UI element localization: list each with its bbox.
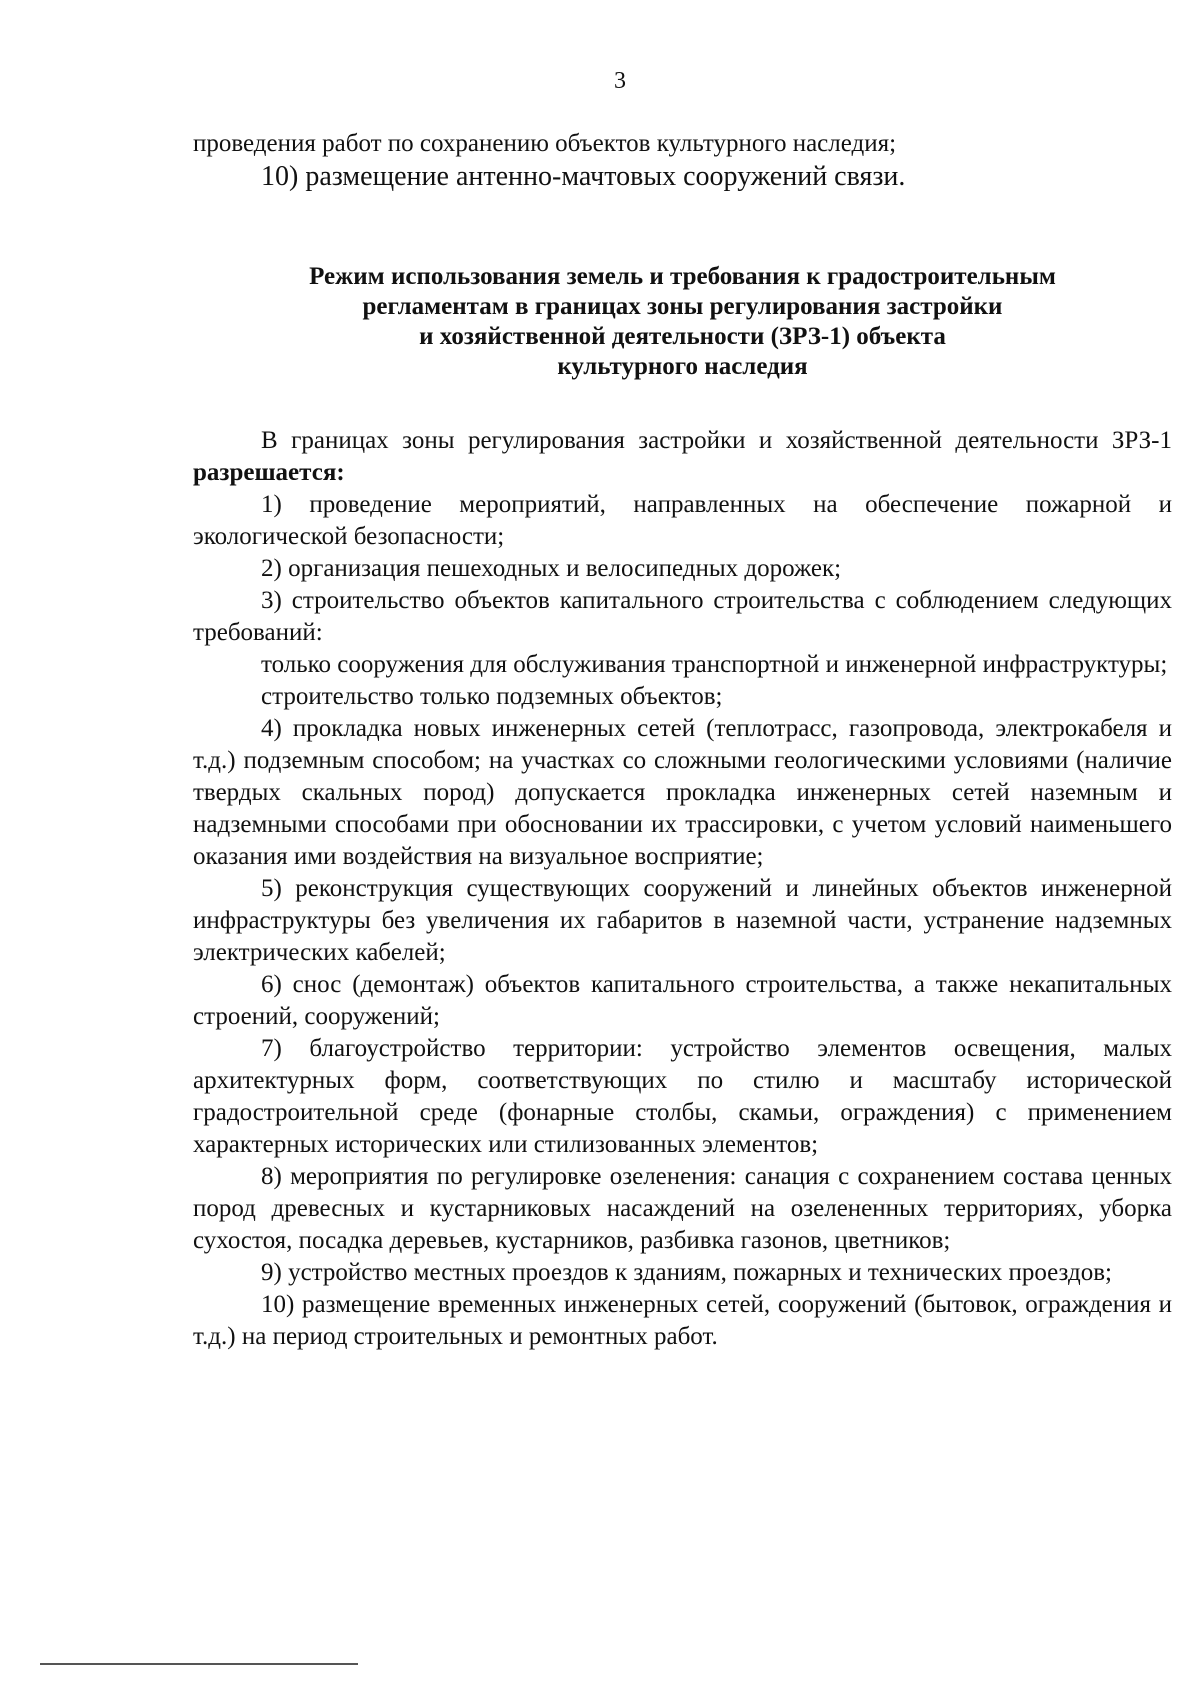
list-item: 2) организация пешеходных и велосипедных дорожек; [261,555,842,582]
heading-line-3: и хозяйственной деятельности (ЗРЗ-1) объекта [419,323,946,350]
continued-line: проведения работ по сохранению объектов культурного наследия; [193,130,897,157]
list-item: 3) строительство объектов капитального строительства с соблюдением следующих требований: [193,587,1172,646]
list-item-10-antenna: 10) размещение антенно-мачтовых сооружений связи. [261,161,906,192]
intro-bold: разрешается: [193,459,345,486]
intro-paragraph [193,425,1172,489]
heading-line-2: регламентам в границах зоны регулирования застройки [362,293,1003,320]
list-item: строительство только подземных объектов; [261,683,723,710]
list-item: 7) благоустройство территории: устройство элементов освещения, малых архитектурных форм, соответствующих по стилю и масштабу исторической градостроительной среде (фонарные столбы, скамьи, ограждения) с применением характерных исторических или стилизованных элементов; [193,1035,1172,1158]
list-item: 10) размещение временных инженерных сетей, сооружений (бытовок, ограждения и т.д.) на период строительных и ремонтных работ. [193,1291,1172,1350]
list-item: только сооружения для обслуживания транспортной и инженерной инфраструктуры; [261,651,1168,678]
list-item: 8) мероприятия по регулировке озеленения: санация с сохранением состава ценных пород древесных и кустарниковых насаждений на озелененных территориях, уборка сухостоя, посадка деревьев, кустарников, разбивка газонов, цветников; [193,1163,1172,1254]
heading-line-1: Режим использования земель и требования к градостроительным [309,263,1056,290]
section-heading [193,262,1172,382]
page-number: 3 [614,68,626,94]
intro-text: В границах зоны регулирования застройки и хозяйственной деятельности ЗРЗ-1 [261,427,1172,454]
list-item: 1) проведение мероприятий, направленных на обеспечение пожарной и экологической безопасности; [193,491,1172,550]
footer-rule [40,1663,358,1665]
list-item: 6) снос (демонтаж) объектов капитального строительства, а также некапитальных строений, сооружений; [193,971,1172,1030]
list-item: 5) реконструкция существующих сооружений и линейных объектов инженерной инфраструктуры без увеличения их габаритов в наземной части, устранение надземных электрических кабелей; [193,875,1172,966]
list-item: 9) устройство местных проездов к зданиям, пожарных и технических проездов; [261,1259,1112,1286]
heading-line-4: культурного наследия [557,353,808,380]
list-item: 4) прокладка новых инженерных сетей (теплотрасс, газопровода, электрокабеля и т.д.) подземным способом; на участках со сложными геологическими условиями (наличие твердых скальных пород) допускается прокладка инженерных сетей наземным и надземными способами при обосновании их трассировки, с учетом условий наименьшего оказания ими воздействия на визуальное восприятие; [193,715,1172,870]
continued-list [193,128,1172,194]
section-body [193,425,1172,1353]
